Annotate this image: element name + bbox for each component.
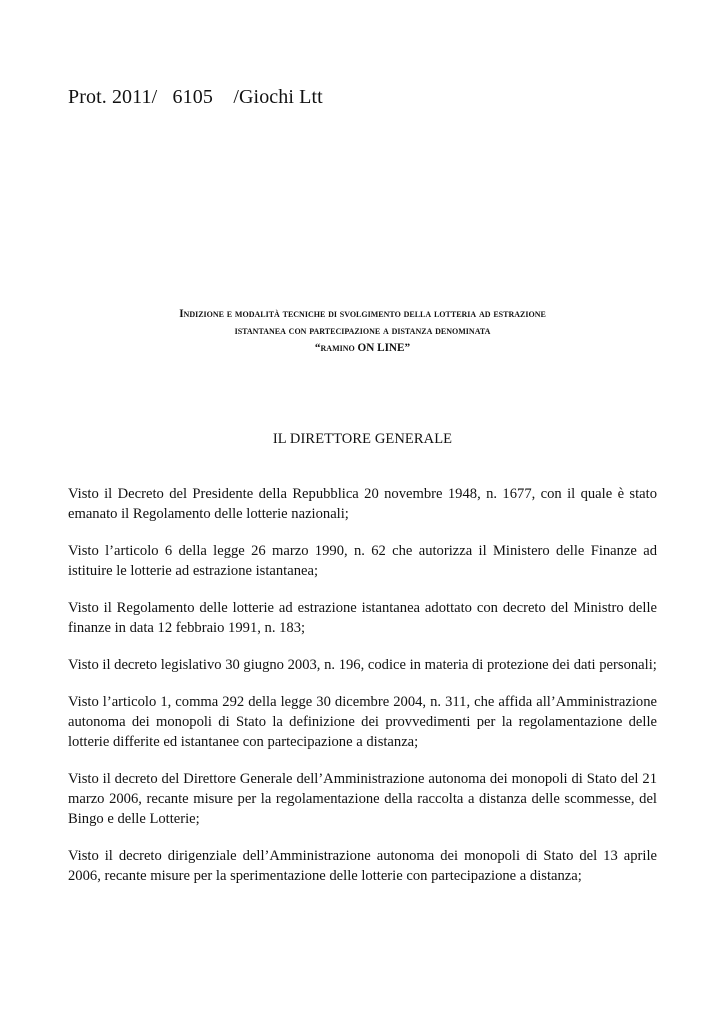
- paragraph-7: Visto il decreto dirigenziale dell’Amministrazione autonoma dei monopoli di Stato del 13 aprile 2006, recante misure per la sperimentazione delle lotterie con partecipazione a distanza;: [68, 848, 657, 884]
- paragraph-6: Visto il decreto del Direttore Generale dell’Amministrazione autonoma dei monopoli di Stato del 21 marzo 2006, recante misure per la regolamentazione della raccolta a distanza delle scommesse, del Bingo e delle Lotterie;: [68, 771, 657, 827]
- title-line-1: Indizione e modalità tecniche di svolgimento della lotteria ad estrazione: [179, 308, 546, 320]
- section-heading: IL DIRETTORE GENERALE: [272, 431, 453, 447]
- paragraph-2: Visto l’articolo 6 della legge 26 marzo 1990, n. 62 che autorizza il Ministero delle Finanze ad istituire le lotterie ad estrazione istantanea;: [68, 543, 657, 579]
- paragraph-4: Visto il decreto legislativo 30 giugno 2003, n. 196, codice in materia di protezione dei dati personali;: [68, 657, 657, 673]
- title-line-3: “ramino ON LINE”: [314, 342, 411, 354]
- document-body: [68, 484, 657, 903]
- paragraph-3: Visto il Regolamento delle lotterie ad estrazione istantanea adottato con decreto del Ministro delle finanze in data 12 febbraio 1991, n. 183;: [68, 600, 657, 636]
- title-line-2: istantanea con partecipazione a distanza denominata: [234, 325, 491, 337]
- paragraph-1: Visto il Decreto del Presidente della Repubblica 20 novembre 1948, n. 1677, con il quale è stato emanato il Regolamento delle lotterie nazionali;: [68, 486, 657, 522]
- document-title: [60, 306, 665, 357]
- protocol-number: Prot. 2011/ 6105 /Giochi Ltt: [68, 86, 323, 108]
- paragraph-5: Visto l’articolo 1, comma 292 della legge 30 dicembre 2004, n. 311, che affida all’Amministrazione autonoma dei monopoli di Stato la definizione dei provvedimenti per la regolamentazione delle lotterie differite ed istantanee con partecipazione a distanza;: [68, 694, 657, 750]
